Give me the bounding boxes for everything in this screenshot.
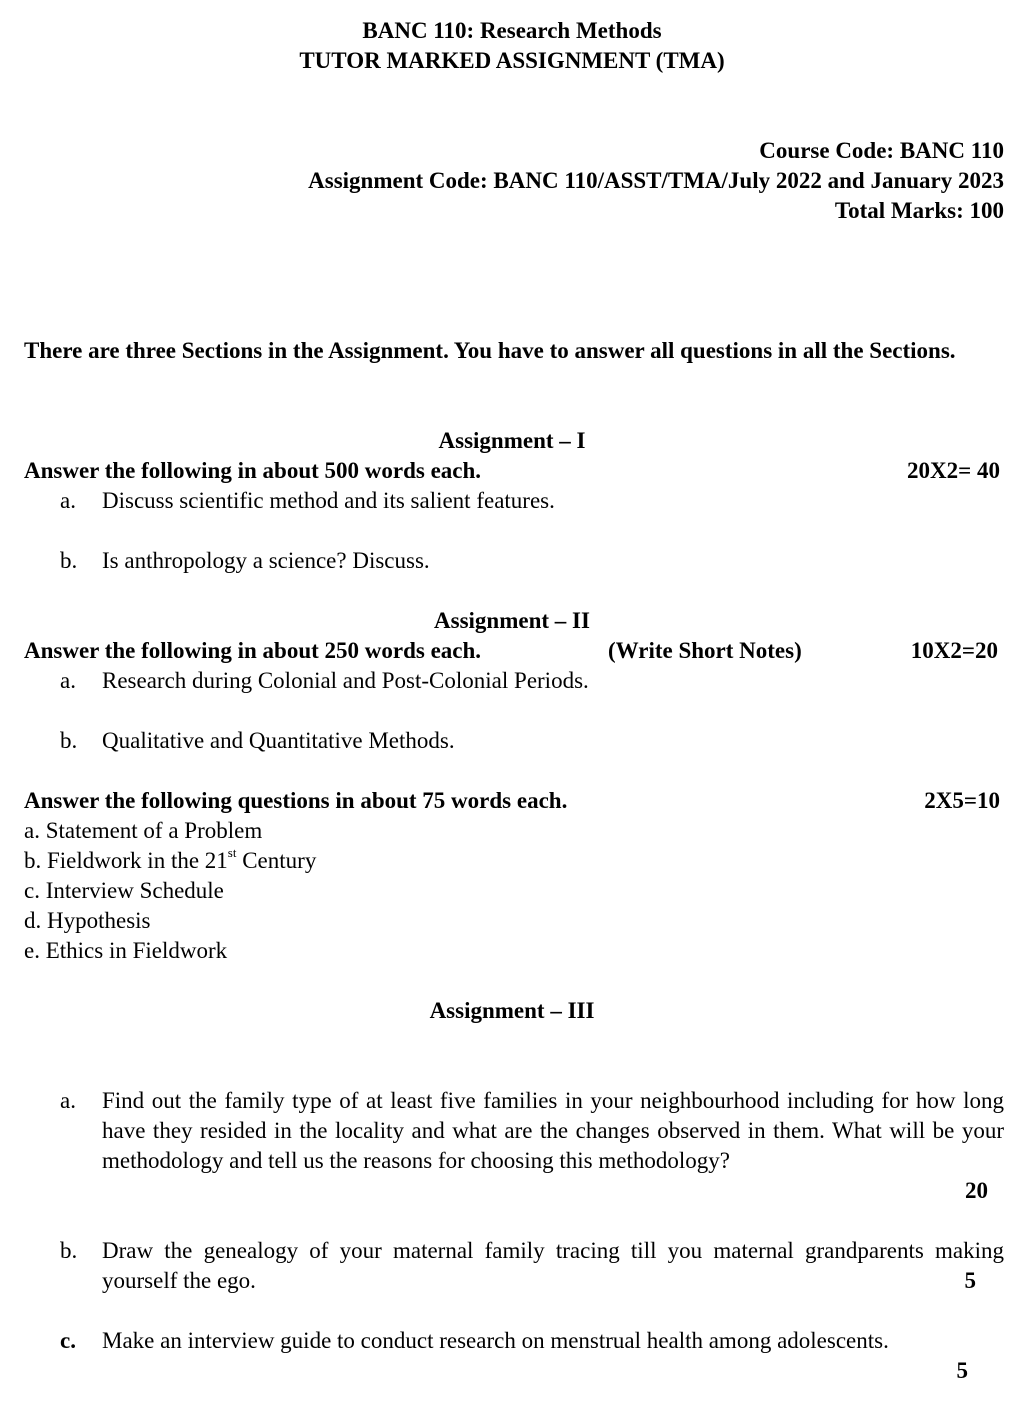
short-questions-instruction: Answer the following questions in about 75 words each. (24, 788, 568, 813)
short-item-a: a. Statement of a Problem (24, 818, 263, 843)
ordinal-suffix: st (227, 845, 237, 861)
item-letter: b. (60, 728, 78, 753)
section-2-marks: 10X2=20 (910, 638, 998, 663)
item-letter: a. (60, 668, 76, 693)
short-item-d: d. Hypothesis (24, 908, 151, 933)
section-2-heading: Assignment – II (434, 608, 590, 633)
section-1-item-b (0, 546, 1024, 576)
item-text: Find out the family type of at least five families in your neighbourhood including for how long have they resided in the locality and what are the changes observed in them. What will be your methodology and tell us the reasons for choosing this methodology? (102, 1088, 1004, 1173)
item-text: Research during Colonial and Post-Colonial Periods. (102, 668, 589, 693)
item-letter: c. (60, 1328, 76, 1353)
item-text: Qualitative and Quantitative Methods. (102, 728, 455, 753)
section-2-note: (Write Short Notes) (608, 638, 802, 663)
section-2-item-b (0, 726, 1024, 756)
section-1-instruction: Answer the following in about 500 words each. (24, 458, 482, 483)
course-code: Course Code: BANC 110 (759, 138, 1004, 163)
total-marks: Total Marks: 100 (834, 198, 1004, 223)
document-title: BANC 110: Research Methods (362, 18, 662, 43)
item-text: Is anthropology a science? Discuss. (102, 548, 430, 573)
section-2-instruction: Answer the following in about 250 words each. (24, 638, 482, 663)
item-letter: a. (60, 1088, 76, 1113)
section-1-marks: 20X2= 40 (907, 458, 1000, 483)
item-marks: 5 (956, 1358, 968, 1383)
item-text: Discuss scientific method and its salient features. (102, 488, 555, 513)
short-questions-marks: 2X5=10 (924, 788, 1000, 813)
document-subtitle: TUTOR MARKED ASSIGNMENT (TMA) (299, 48, 725, 73)
assignment-code: Assignment Code: BANC 110/ASST/TMA/July 2022 and January 2023 (308, 168, 1004, 193)
item-text: Draw the genealogy of your maternal family tracing till you maternal grandparents making yourself the ego. (102, 1238, 1004, 1293)
item-letter: b. (60, 548, 78, 573)
section-2-item-a (0, 666, 1024, 696)
section-1-item-a (0, 486, 1024, 516)
short-item-b-tail: Century (236, 848, 317, 873)
item-marks: 20 (965, 1178, 988, 1203)
section-3-heading: Assignment – III (429, 998, 595, 1023)
item-text: Make an interview guide to conduct research on menstrual health among adolescents. (102, 1328, 889, 1353)
short-item-e: e. Ethics in Fieldwork (24, 938, 228, 963)
item-letter: b. (60, 1238, 78, 1263)
intro-instructions: There are three Sections in the Assignment. You have to answer all questions in all the Sections. (24, 338, 956, 363)
item-letter: a. (60, 488, 76, 513)
short-item-b (24, 846, 316, 876)
section-1-heading: Assignment – I (438, 428, 586, 453)
item-marks: 5 (964, 1268, 976, 1293)
short-item-c: c. Interview Schedule (24, 878, 224, 903)
short-item-b-text: b. Fieldwork in the 21 (24, 848, 228, 873)
